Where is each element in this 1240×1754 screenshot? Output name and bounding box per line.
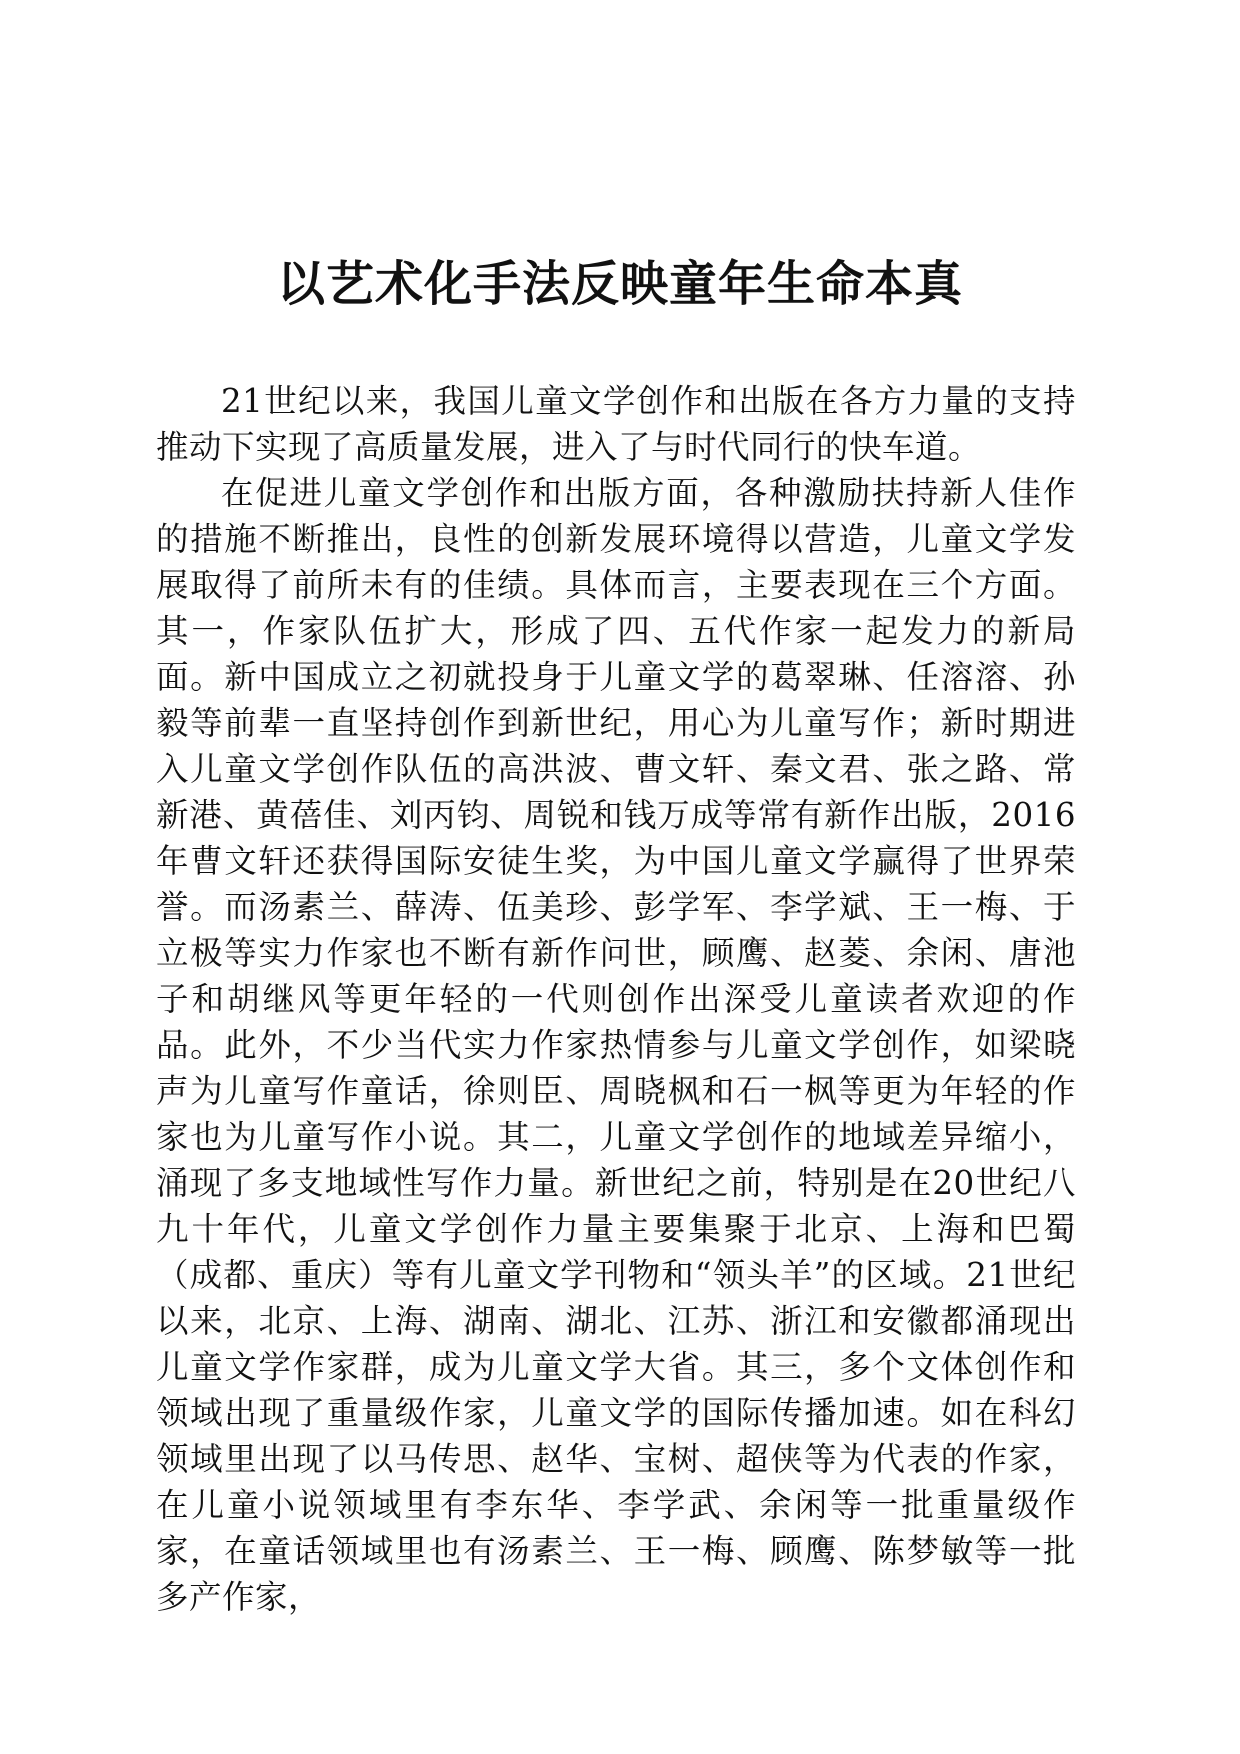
document-body xyxy=(156,378,1076,1620)
document-title: 以艺术化手法反映童年生命本真 xyxy=(276,256,963,312)
paragraph: 在促进儿童文学创作和出版方面，各种激励扶持新人佳作的措施不断推出，良性的创新发展环境得以营造，儿童文学发展取得了前所未有的佳绩。具体而言，主要表现在三个方面。其一，作家队伍扩大，形成了四、五代作家一起发力的新局面。新中国成立之初就投身于儿童文学的葛翠琳、任溶溶、孙毅等前辈一直坚持创作到新世纪，用心为儿童写作；新时期进入儿童文学创作队伍的高洪波、曹文轩、秦文君、张之路、常新港、黄蓓佳、刘丙钧、周锐和钱万成等常有新作出版，2016年曹文轩还获得国际安徒生奖，为中国儿童文学赢得了世界荣誉。而汤素兰、薛涛、伍美珍、彭学军、李学斌、王一梅、于立极等实力作家也不断有新作问世，顾鹰、赵菱、余闲、唐池子和胡继风等更年轻的一代则创作出深受儿童读者欢迎的作品。此外，不少当代实力作家热情参与儿童文学创作，如梁晓声为儿童写作童话，徐则臣、周晓枫和石一枫等更为年轻的作家也为儿童写作小说。其二，儿童文学创作的地域差异缩小，涌现了多支地域性写作力量。新世纪之前，特别是在20世纪八九十年代，儿童文学创作力量主要集聚于北京、上海和巴蜀（成都、重庆）等有儿童文学刊物和“领头羊”的区域。21世纪以来，北京、上海、湖南、湖北、江苏、浙江和安徽都涌现出儿童文学作家群，成为儿童文学大省。其三，多个文体创作和领域出现了重量级作家，儿童文学的国际传播加速。如在科幻领域里出现了以马传思、赵华、宝树、超侠等为代表的作家，在儿童小说领域里有李东华、李学武、余闲等一批重量级作家，在童话领域里也有汤素兰、王一梅、顾鹰、陈梦敏等一批多产作家， xyxy=(156,474,1076,1616)
paragraph: 21世纪以来，我国儿童文学创作和出版在各方力量的支持推动下实现了高质量发展，进入了与时代同行的快车道。 xyxy=(156,382,1076,466)
